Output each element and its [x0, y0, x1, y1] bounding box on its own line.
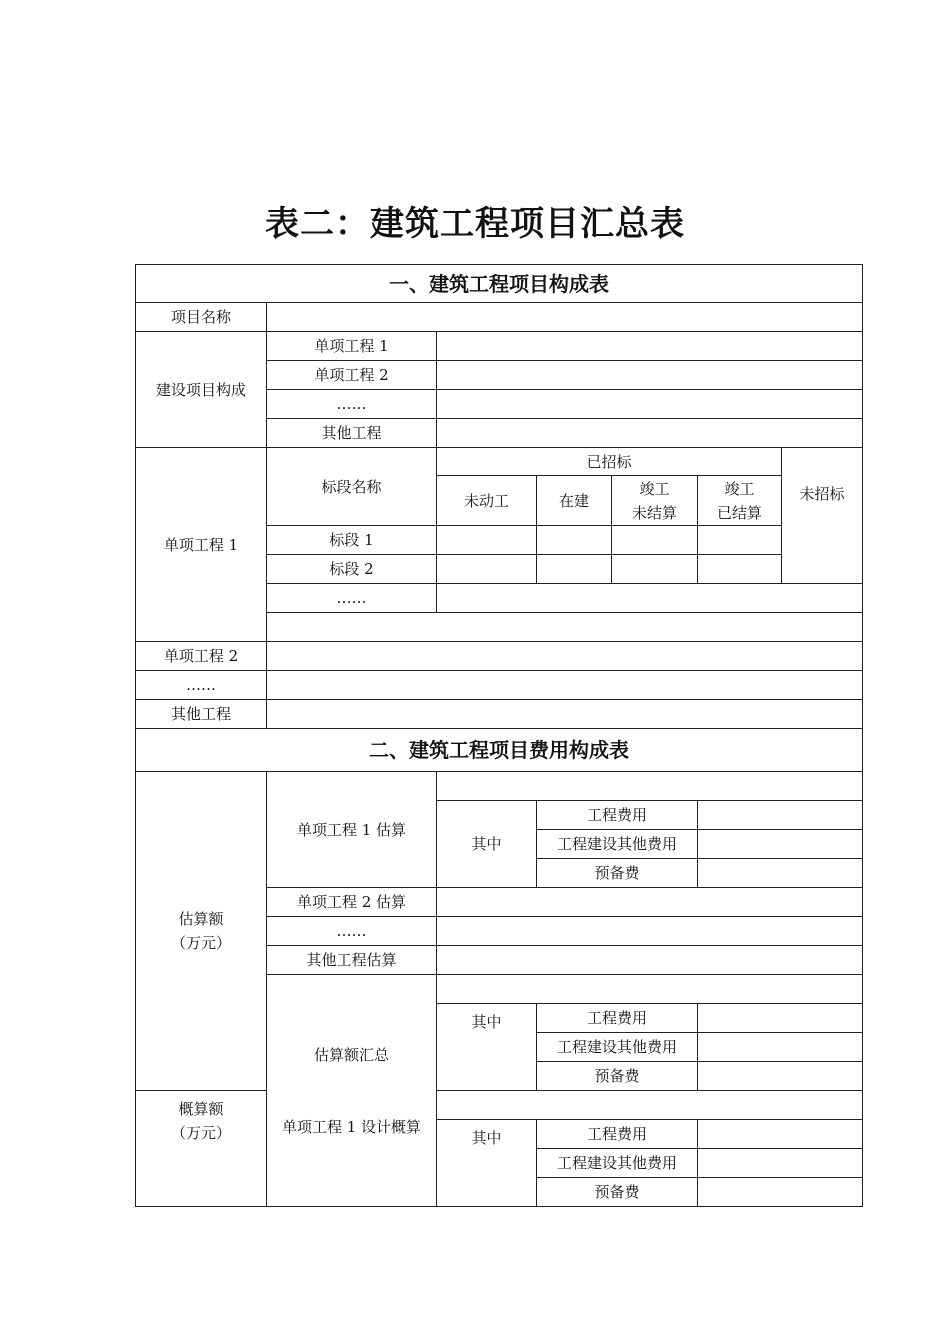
other-row-ellipsis: ……: [136, 671, 267, 700]
component-1: 单项工程 1: [267, 332, 437, 361]
section-ellipsis-value: [437, 584, 863, 613]
estimate-total-and-budget: 估算额汇总 单项工程 1 设计概算: [267, 975, 437, 1207]
section-ellipsis: ……: [267, 584, 437, 613]
cost-item-other: 工程建设其他费用: [537, 1033, 698, 1062]
cost-item-value: [698, 859, 863, 888]
component-ellipsis: ……: [267, 390, 437, 419]
single1-estimate-total: [437, 772, 863, 801]
single1-estimate: 单项工程 1 估算: [267, 772, 437, 888]
component-1-value: [437, 332, 863, 361]
cost-item-value: [698, 801, 863, 830]
completed-unsettled-header: 竣工 未结算: [612, 476, 698, 526]
project-name-label: 项目名称: [136, 303, 267, 332]
cost-item-value: [698, 1062, 863, 1091]
cost-item-reserve: 预备费: [537, 1062, 698, 1091]
cost-item-engineering: 工程费用: [537, 801, 698, 830]
section-2-name: 标段 2: [267, 555, 437, 584]
section-1-cell: [437, 526, 537, 555]
untendered-header: 未招标: [782, 448, 863, 584]
section-1-name: 标段 1: [267, 526, 437, 555]
section-1-cell: [698, 526, 782, 555]
section-1-cell: [612, 526, 698, 555]
under-construction-header: 在建: [537, 476, 612, 526]
cost-item-value: [698, 1033, 863, 1062]
cost-item-engineering: 工程费用: [537, 1004, 698, 1033]
section2-title: 二、建筑工程项目费用构成表: [136, 729, 863, 772]
cost-item-value: [698, 1178, 863, 1207]
section-2-cell: [437, 555, 537, 584]
cost-item-engineering: 工程费用: [537, 1120, 698, 1149]
cost-item-other: 工程建设其他费用: [537, 1149, 698, 1178]
completed-settled-header: 竣工 已结算: [698, 476, 782, 526]
component-other-value: [437, 419, 863, 448]
cost-item-reserve: 预备费: [537, 859, 698, 888]
other-estimate: 其他工程估算: [267, 946, 437, 975]
other-row-ellipsis-value: [267, 671, 863, 700]
other-row-other-value: [267, 700, 863, 729]
section-2-cell: [537, 555, 612, 584]
among-label: 其中: [437, 1004, 537, 1091]
section-1-cell: [537, 526, 612, 555]
cost-item-value: [698, 830, 863, 859]
other-row-other: 其他工程: [136, 700, 267, 729]
budget-total-value: [437, 1091, 863, 1120]
section-2-cell: [612, 555, 698, 584]
other-row-single2-value: [267, 642, 863, 671]
tendered-header: 已招标: [437, 448, 782, 476]
estimate-total-value: [437, 975, 863, 1004]
estimate-label: 估算额 （万元）: [136, 772, 267, 1091]
other-estimate-value: [437, 946, 863, 975]
single2-estimate: 单项工程 2 估算: [267, 888, 437, 917]
document-title: 表二：建筑工程项目汇总表: [265, 204, 685, 244]
section-2-cell: [698, 555, 782, 584]
component-2-value: [437, 361, 863, 390]
cost-item-other: 工程建设其他费用: [537, 830, 698, 859]
cost-item-value: [698, 1120, 863, 1149]
composition-label: 建设项目构成: [136, 332, 267, 448]
not-started-header: 未动工: [437, 476, 537, 526]
budget-label: 概算额 （万元）: [136, 1091, 267, 1207]
summary-table: [135, 264, 863, 1207]
other-row-single2: 单项工程 2: [136, 642, 267, 671]
cost-item-reserve: 预备费: [537, 1178, 698, 1207]
component-other: 其他工程: [267, 419, 437, 448]
among-label: 其中: [437, 1120, 537, 1207]
single1-label: 单项工程 1: [136, 448, 267, 642]
section-name-header: 标段名称: [267, 448, 437, 526]
cost-item-value: [698, 1004, 863, 1033]
section1-title: 一、建筑工程项目构成表: [136, 265, 863, 303]
component-ellipsis-value: [437, 390, 863, 419]
component-2: 单项工程 2: [267, 361, 437, 390]
project-name-value: [267, 303, 863, 332]
single2-estimate-value: [437, 888, 863, 917]
among-label: 其中: [437, 801, 537, 888]
estimate-ellipsis: ……: [267, 917, 437, 946]
single1-spacer: [267, 613, 863, 642]
estimate-ellipsis-value: [437, 917, 863, 946]
cost-item-value: [698, 1149, 863, 1178]
